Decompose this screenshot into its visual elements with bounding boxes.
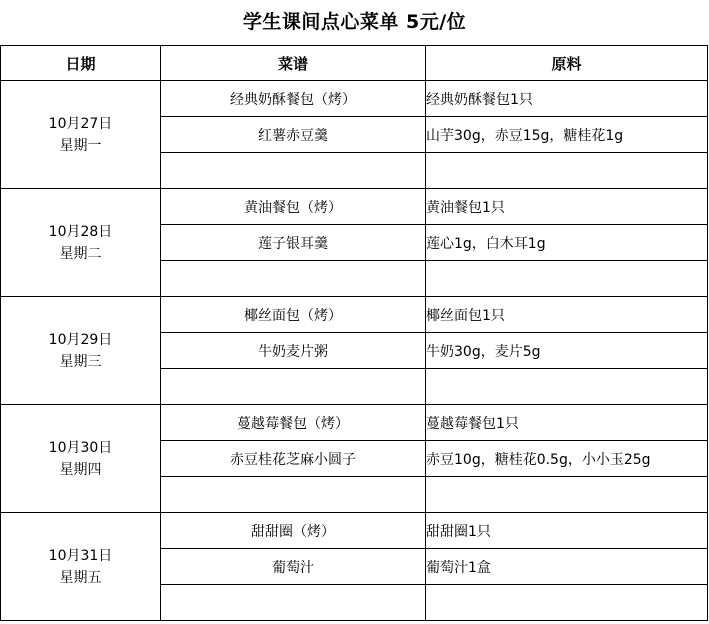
date-label: 10月30日 <box>48 439 113 456</box>
dish-cell: 莲子银耳羹 <box>161 225 426 261</box>
ingredients-cell: 山芋30g，赤豆15g，糖桂花1g <box>426 117 708 153</box>
header-ingredients: 原料 <box>426 46 708 81</box>
table-row <box>1 189 708 225</box>
ingredients-cell: 经典奶酥餐包1只 <box>426 81 708 117</box>
ingredients-cell <box>426 369 708 405</box>
date-label: 10月31日 <box>48 547 113 564</box>
ingredients-cell: 蔓越莓餐包1只 <box>426 405 708 441</box>
header-date: 日期 <box>1 46 161 81</box>
date-label: 10月27日 <box>48 115 113 132</box>
dish-cell <box>161 477 426 513</box>
dish-cell: 经典奶酥餐包（烤） <box>161 81 426 117</box>
ingredients-cell: 椰丝面包1只 <box>426 297 708 333</box>
menu-table <box>0 45 708 621</box>
table-row <box>1 297 708 333</box>
weekday-label: 星期四 <box>59 461 102 478</box>
ingredients-cell: 赤豆10g，糖桂花0.5g，小小玉25g <box>426 441 708 477</box>
dish-cell: 甜甜圈（烤） <box>161 513 426 549</box>
ingredients-cell: 莲心1g，白木耳1g <box>426 225 708 261</box>
table-row <box>1 513 708 549</box>
ingredients-cell: 黄油餐包1只 <box>426 189 708 225</box>
dish-cell: 黄油餐包（烤） <box>161 189 426 225</box>
date-cell <box>1 81 161 189</box>
dish-cell: 红薯赤豆羹 <box>161 117 426 153</box>
dish-cell: 赤豆桂花芝麻小圆子 <box>161 441 426 477</box>
date-cell <box>1 189 161 297</box>
weekday-label: 星期五 <box>59 569 102 586</box>
date-cell <box>1 405 161 513</box>
dish-cell <box>161 261 426 297</box>
weekday-label: 星期一 <box>59 137 102 154</box>
ingredients-cell <box>426 477 708 513</box>
weekday-label: 星期三 <box>59 353 102 370</box>
ingredients-cell: 葡萄汁1盒 <box>426 549 708 585</box>
header-dish: 菜谱 <box>161 46 426 81</box>
dish-cell: 椰丝面包（烤） <box>161 297 426 333</box>
ingredients-cell <box>426 153 708 189</box>
dish-cell: 蔓越莓餐包（烤） <box>161 405 426 441</box>
table-row <box>1 405 708 441</box>
page-title: 学生课间点心菜单 5元/位 <box>242 11 467 33</box>
ingredients-cell: 甜甜圈1只 <box>426 513 708 549</box>
dish-cell <box>161 153 426 189</box>
ingredients-cell <box>426 585 708 621</box>
date-label: 10月29日 <box>48 331 113 348</box>
date-cell <box>1 297 161 405</box>
table-row <box>1 81 708 117</box>
ingredients-cell: 牛奶30g，麦片5g <box>426 333 708 369</box>
weekday-label: 星期二 <box>59 245 102 262</box>
dish-cell: 牛奶麦片粥 <box>161 333 426 369</box>
ingredients-cell <box>426 261 708 297</box>
date-cell <box>1 513 161 621</box>
dish-cell: 葡萄汁 <box>161 549 426 585</box>
header-row <box>1 46 708 81</box>
date-label: 10月28日 <box>48 223 113 240</box>
dish-cell <box>161 585 426 621</box>
dish-cell <box>161 369 426 405</box>
